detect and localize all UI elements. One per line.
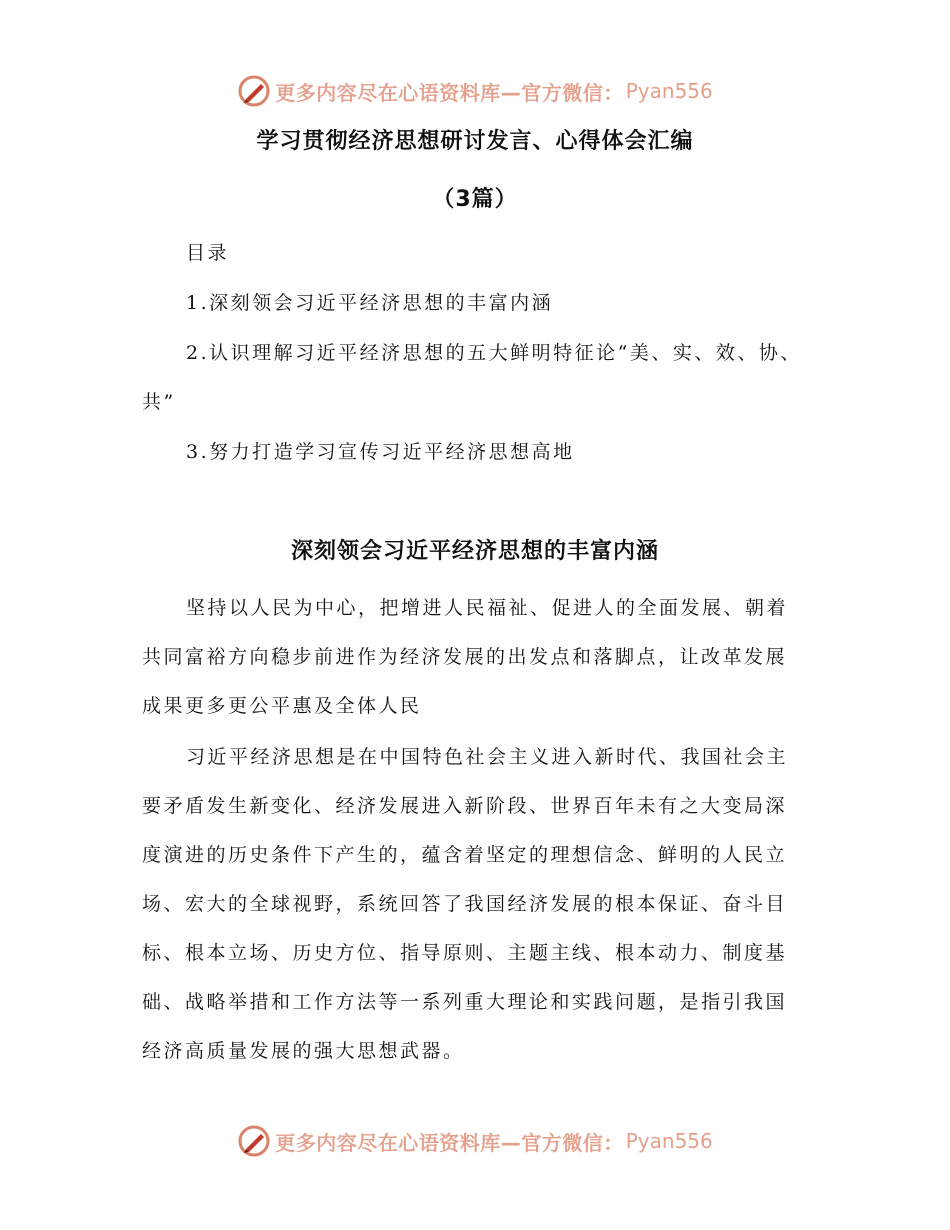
paragraph-line: 度演进的历史条件下产生的，蕴含着坚定的理想信念、鲜明的人民立: [142, 844, 788, 866]
watermark-text: 更多内容尽在心语资料库—官方微信：: [275, 1130, 624, 1155]
watermark-handle: Pyan556: [625, 1129, 713, 1153]
toc-item-2-continued: 共”: [142, 391, 176, 413]
header-watermark: [0, 71, 950, 111]
toc-item-2: 2.认识理解习近平经济思想的五大鲜明特征论“美、实、效、协、: [186, 342, 802, 364]
document-title: 学习贯彻经济思想研讨发言、心得体会汇编: [256, 129, 694, 154]
paragraph-line: 经济高质量发展的强大思想武器。: [142, 1040, 465, 1062]
section-heading: 深刻领会习近平经济思想的丰富内涵: [290, 539, 659, 564]
paragraph-line: 共同富裕方向稳步前进作为经济发展的出发点和落脚点，让改革发展: [142, 646, 788, 668]
paragraph-line: 要矛盾发生新变化、经济发展进入新阶段、世界百年未有之大变局深: [142, 795, 788, 817]
watermark-handle: Pyan556: [625, 79, 713, 103]
paragraph-line: 标、根本立场、历史方位、指导原则、主题主线、根本动力、制度基: [142, 942, 788, 964]
paragraph-line: 场、宏大的全球视野，系统回答了我国经济发展的根本保证、奋斗目: [142, 893, 788, 915]
toc-item-3: 3.努力打造学习宣传习近平经济思想高地: [186, 441, 575, 463]
paragraph-line: 坚持以人民为中心，把增进人民福祉、促进人的全面发展、朝着: [186, 597, 789, 619]
paragraph-line: 成果更多更公平惠及全体人民: [142, 695, 422, 717]
watermark-text: 更多内容尽在心语资料库—官方微信：: [275, 80, 624, 105]
toc-item-1: 1.深刻领会习近平经济思想的丰富内涵: [186, 292, 554, 314]
paragraph-line: 础、战略举措和工作方法等一系列重大理论和实践问题，是指引我国: [142, 991, 788, 1013]
toc-heading: 目录: [186, 242, 230, 264]
footer-watermark: [0, 1121, 950, 1161]
document-subtitle: （3篇）: [432, 187, 518, 212]
pen-logo-icon: [237, 74, 271, 108]
pen-logo-icon: [237, 1124, 271, 1158]
paragraph-line: 习近平经济思想是在中国特色社会主义进入新时代、我国社会主: [186, 746, 789, 768]
